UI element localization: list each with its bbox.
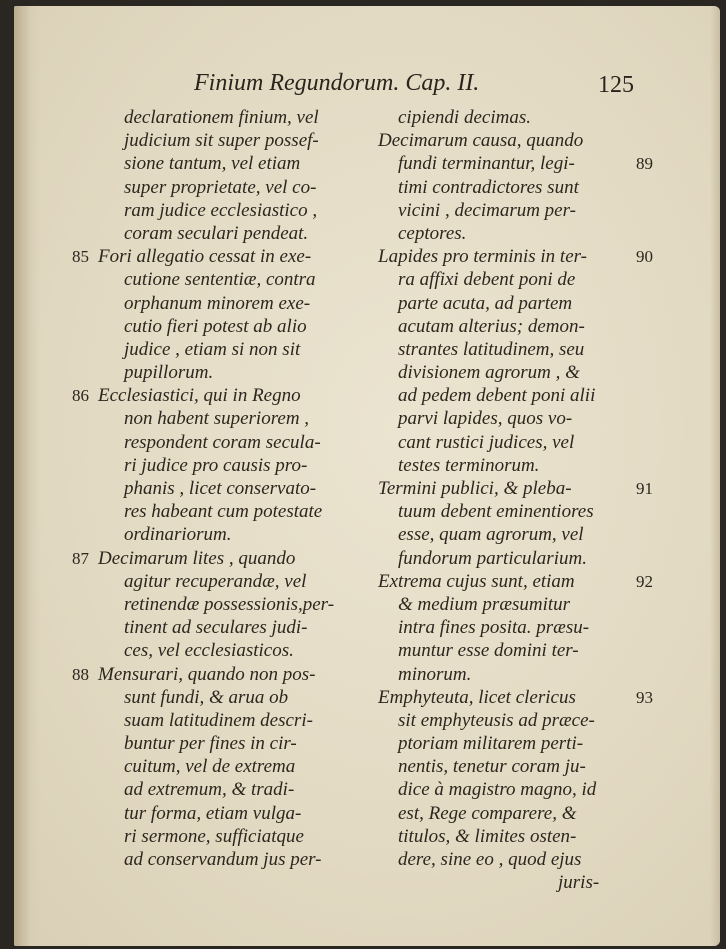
line-text: tinent ad seculares judi- bbox=[124, 617, 308, 639]
line-text: ad extremum, & tradi- bbox=[124, 779, 295, 801]
line-text: vicini , decimarum per- bbox=[398, 199, 576, 221]
line-text: juris- bbox=[558, 872, 600, 894]
line-text: judicium sit super possef- bbox=[124, 130, 319, 152]
text-line bbox=[368, 152, 678, 175]
text-line bbox=[72, 245, 376, 268]
text-line bbox=[76, 199, 376, 222]
line-text: Lapides pro terminis in ter- bbox=[378, 246, 587, 268]
line-text: ri sermone, sufficiatque bbox=[124, 825, 304, 847]
page-gutter-shadow bbox=[14, 6, 40, 946]
line-text: phanis , licet conservato- bbox=[124, 478, 317, 499]
line-text: esse, quam agrorum, vel bbox=[398, 524, 584, 546]
text-line bbox=[368, 848, 678, 871]
marginal-number: 85 bbox=[72, 247, 89, 267]
text-line bbox=[72, 663, 376, 686]
line-text: parte acuta, ad partem bbox=[398, 292, 573, 314]
text-line bbox=[76, 315, 376, 338]
line-text: Ecclesiastici, qui in Regno bbox=[98, 385, 301, 407]
text-line bbox=[76, 222, 376, 245]
text-line bbox=[368, 570, 678, 593]
text-line bbox=[76, 732, 376, 755]
line-text: Extrema cujus sunt, etiam bbox=[378, 570, 575, 592]
marginal-number: 91 bbox=[636, 479, 653, 498]
text-line bbox=[76, 106, 376, 129]
text-line bbox=[368, 454, 678, 477]
line-text: suam latitudinem descri- bbox=[124, 709, 313, 731]
line-text: ptoriam militarem perti- bbox=[398, 733, 584, 755]
text-line bbox=[76, 523, 376, 546]
line-text: muntur esse domini ter- bbox=[398, 640, 579, 662]
line-text: est, Rege comparere, & bbox=[398, 802, 577, 824]
line-text: ad pedem debent poni alii bbox=[398, 385, 596, 407]
line-text: timi contradictores sunt bbox=[398, 176, 579, 198]
text-line bbox=[368, 686, 678, 709]
line-text: cipiendi decimas. bbox=[398, 107, 531, 128]
text-line bbox=[76, 431, 376, 454]
marginal-number: 86 bbox=[72, 386, 89, 406]
line-text: sunt fundi, & arua ob bbox=[124, 686, 289, 708]
line-text: minorum. bbox=[398, 663, 472, 685]
text-line bbox=[76, 639, 376, 662]
text-line bbox=[368, 222, 678, 245]
page-number: 125 bbox=[598, 72, 634, 98]
text-line bbox=[76, 176, 376, 199]
text-line bbox=[368, 755, 678, 778]
text-line bbox=[76, 152, 376, 175]
text-line bbox=[76, 338, 376, 361]
line-text: Decimarum causa, quando bbox=[378, 130, 584, 152]
text-line bbox=[368, 500, 678, 523]
line-text: tuum debent eminentiores bbox=[398, 501, 594, 523]
text-line bbox=[76, 825, 376, 848]
text-line bbox=[368, 176, 678, 199]
line-text: orphanum minorem exe- bbox=[124, 292, 311, 314]
line-text: sit emphyteusis ad præce- bbox=[398, 709, 595, 731]
text-line bbox=[368, 825, 678, 848]
text-line bbox=[76, 709, 376, 732]
text-line bbox=[76, 477, 376, 500]
text-line bbox=[368, 431, 678, 454]
marginal-number: 89 bbox=[636, 154, 653, 174]
line-text: ordinariorum. bbox=[124, 524, 232, 546]
line-text: cuitum, vel de extrema bbox=[124, 756, 296, 778]
line-text: coram seculari pendeat. bbox=[124, 222, 309, 244]
marginal-number: 88 bbox=[72, 664, 89, 684]
running-title: Finium Regundorum. Cap. II. bbox=[194, 70, 480, 96]
marginal-number: 87 bbox=[72, 548, 89, 568]
line-text: nentis, tenetur coram ju- bbox=[398, 756, 586, 778]
text-line bbox=[76, 454, 376, 477]
text-line bbox=[368, 663, 678, 686]
right-text-column bbox=[368, 106, 678, 894]
marginal-number: 90 bbox=[636, 247, 653, 267]
line-text: agitur recuperandæ, vel bbox=[124, 570, 307, 592]
text-line bbox=[368, 547, 678, 570]
text-line bbox=[368, 802, 678, 825]
text-line bbox=[76, 407, 376, 430]
line-text: non habent superiorem , bbox=[124, 408, 310, 430]
line-text: intra fines posita. præsu- bbox=[398, 617, 590, 639]
line-text: Emphyteuta, licet clericus bbox=[378, 686, 576, 708]
line-text: Termini publici, & pleba- bbox=[378, 478, 572, 499]
text-line bbox=[76, 616, 376, 639]
text-line bbox=[72, 547, 376, 570]
text-line bbox=[368, 315, 678, 338]
text-line bbox=[368, 268, 678, 291]
text-line bbox=[368, 292, 678, 315]
line-text: fundi terminantur, legi- bbox=[398, 153, 575, 175]
text-line bbox=[368, 129, 678, 152]
text-line bbox=[76, 292, 376, 315]
line-text: & medium præsumitur bbox=[398, 593, 571, 615]
line-text: retinendæ possessionis,per- bbox=[124, 593, 335, 615]
line-text: divisionem agrorum , & bbox=[398, 362, 580, 384]
line-text: dice à magistro magno, id bbox=[398, 779, 597, 801]
line-text: cant rustici judices, vel bbox=[398, 431, 575, 453]
marginal-number: 92 bbox=[636, 571, 653, 591]
text-line bbox=[368, 732, 678, 755]
text-line bbox=[368, 199, 678, 222]
line-text: ri judice pro causis pro- bbox=[124, 454, 308, 476]
line-text: pupillorum. bbox=[124, 362, 214, 384]
text-line bbox=[76, 129, 376, 152]
text-line bbox=[76, 778, 376, 801]
line-text: strantes latitudinem, seu bbox=[398, 338, 585, 360]
text-line bbox=[368, 639, 678, 662]
line-text: ces, vel ecclesiasticos. bbox=[124, 640, 294, 662]
text-line bbox=[76, 361, 376, 384]
line-text: acutam alterius; demon- bbox=[398, 315, 585, 337]
line-text: judice , etiam si non sit bbox=[124, 338, 301, 360]
text-line bbox=[368, 407, 678, 430]
line-text: fundorum particularium. bbox=[398, 547, 587, 569]
line-text: dere, sine eo , quod ejus bbox=[398, 849, 582, 870]
page-edge-shadow bbox=[710, 6, 720, 946]
text-line bbox=[368, 361, 678, 384]
text-line bbox=[368, 778, 678, 801]
line-text: buntur per fines in cir- bbox=[124, 733, 297, 755]
line-text: Fori allegatio cessat in exe- bbox=[98, 246, 312, 268]
text-line bbox=[368, 616, 678, 639]
text-line bbox=[76, 593, 376, 616]
line-text: cutione sententiæ, contra bbox=[124, 269, 316, 291]
text-line bbox=[368, 338, 678, 361]
line-text: tur forma, etiam vulga- bbox=[124, 802, 302, 824]
text-line bbox=[368, 709, 678, 732]
text-line bbox=[368, 871, 678, 894]
line-text: parvi lapides, quos vo- bbox=[398, 408, 573, 430]
line-text: titulos, & limites osten- bbox=[398, 825, 577, 847]
line-text: cutio fieri potest ab alio bbox=[124, 315, 307, 337]
text-line bbox=[368, 523, 678, 546]
text-line bbox=[368, 477, 678, 500]
line-text: respondent coram secula- bbox=[124, 431, 321, 453]
line-text: super proprietate, vel co- bbox=[124, 176, 317, 198]
book-page bbox=[14, 6, 720, 946]
line-text: ra affixi debent poni de bbox=[398, 269, 576, 291]
text-line bbox=[76, 848, 376, 871]
line-text: testes terminorum. bbox=[398, 454, 540, 476]
text-line bbox=[76, 570, 376, 593]
line-text: ram judice ecclesiastico , bbox=[124, 199, 318, 221]
text-line bbox=[76, 802, 376, 825]
line-text: ad conservandum jus per- bbox=[124, 849, 322, 870]
line-text: ceptores. bbox=[398, 222, 467, 244]
text-line bbox=[368, 384, 678, 407]
text-line bbox=[368, 106, 678, 129]
text-line bbox=[368, 245, 678, 268]
marginal-number: 93 bbox=[636, 687, 653, 707]
text-line bbox=[72, 384, 376, 407]
text-line bbox=[368, 593, 678, 616]
text-line bbox=[76, 268, 376, 291]
line-text: Decimarum lites , quando bbox=[98, 547, 296, 569]
text-line bbox=[76, 500, 376, 523]
line-text: sione tantum, vel etiam bbox=[124, 153, 301, 175]
text-line bbox=[76, 686, 376, 709]
line-text: Mensurari, quando non pos- bbox=[98, 663, 316, 685]
page-header bbox=[194, 70, 634, 102]
line-text: declarationem finium, vel bbox=[124, 107, 319, 128]
left-text-column bbox=[72, 106, 376, 871]
text-line bbox=[76, 755, 376, 778]
line-text: res habeant cum potestate bbox=[124, 501, 323, 523]
